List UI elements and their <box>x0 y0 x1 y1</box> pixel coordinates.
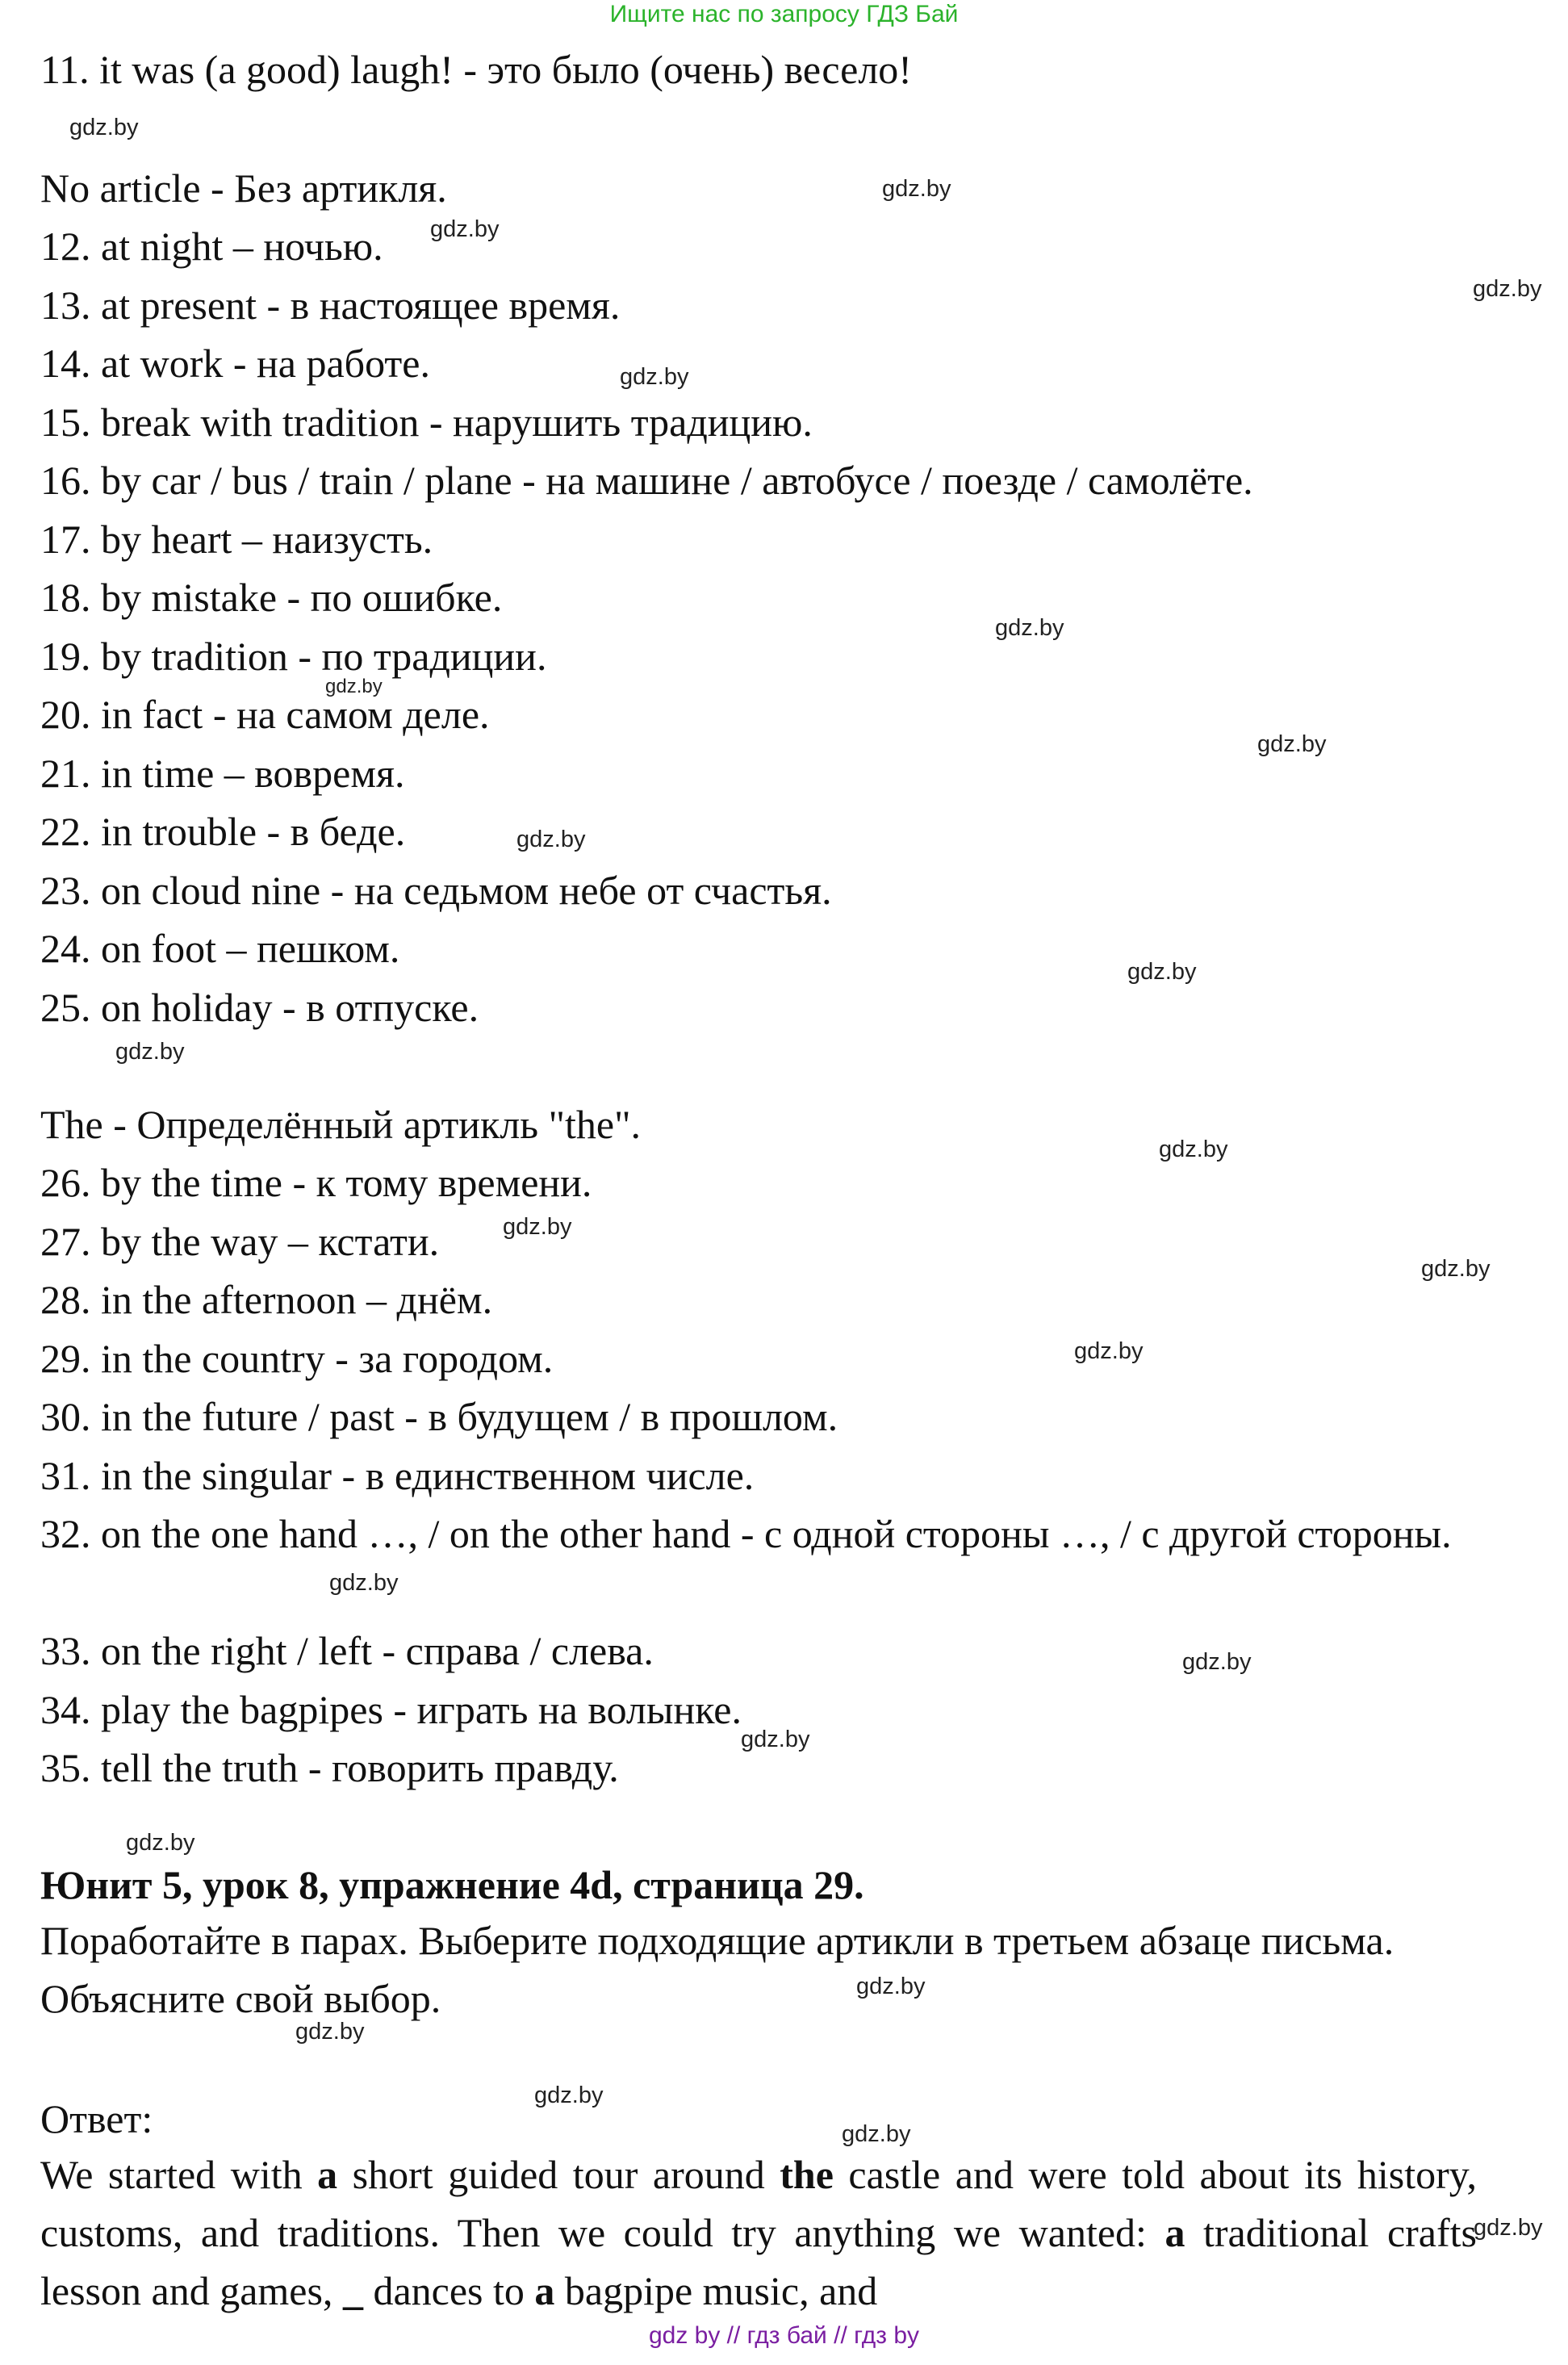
list-item: 28. in the afternoon – днём. <box>40 1277 493 1322</box>
list-item: 23. on cloud nine - на седьмом небе от счастья. <box>40 868 832 913</box>
watermark: gdz.by <box>620 364 689 390</box>
list-item: 17. by heart – наизусть. <box>40 517 433 562</box>
watermark: gdz.by <box>430 216 500 242</box>
watermark: gdz.by <box>1182 1649 1252 1675</box>
watermark: gdz.by <box>1257 731 1327 757</box>
list-item: 24. on foot – пешком. <box>40 926 400 971</box>
list-item: 16. by car / bus / train / plane - на машине / автобусе / поезде / самолёте. <box>40 458 1253 503</box>
watermark: gdz.by <box>295 2019 365 2045</box>
list-item: 35. tell the truth - говорить правду. <box>40 1745 619 1790</box>
list-item: 22. in trouble - в беде. <box>40 809 406 854</box>
list-item: 33. on the right / left - справа / слева. <box>40 1628 654 1673</box>
list-item: 34. play the bagpipes - играть на волынке. <box>40 1687 742 1732</box>
watermark: gdz.by <box>1474 2215 1543 2241</box>
list-item: 12. at night – ночью. <box>40 224 383 269</box>
list-item: 31. in the singular - в единственном числе. <box>40 1453 755 1498</box>
watermark: gdz.by <box>1473 276 1542 302</box>
watermark: gdz.by <box>882 176 951 202</box>
watermark: gdz.by <box>115 1039 185 1065</box>
list-item: 21. in time – вовремя. <box>40 751 405 796</box>
list-item: 18. by mistake - по ошибке. <box>40 575 503 620</box>
answer-text: We started with a short guided tour around the castle and were told about its history, customs, and traditions. Then we could try anything we wanted: a traditional crafts lesson and games, _ dances to a bagpipe music, and <box>40 2152 1477 2313</box>
watermark: gdz.by <box>1159 1136 1228 1162</box>
list-item: 19. by tradition - по традиции. <box>40 634 547 679</box>
watermark: gdz.by <box>516 827 586 852</box>
list-item: 15. break with tradition - нарушить традицию. <box>40 400 813 445</box>
watermark: gdz.by <box>856 1974 926 1999</box>
exercise-heading: Юнит 5, урок 8, упражнение 4d, страница 29. <box>40 1862 864 1907</box>
no-article-header: No article - Без артикля. <box>40 165 447 211</box>
watermark: gdz.by <box>69 115 139 140</box>
watermark: gdz.by <box>995 615 1064 641</box>
instruction: Поработайте в парах. Выберите подходящие артикли в третьем абзаце письма. Объясните свой выбор. <box>40 1918 1394 2021</box>
watermark: gdz.by <box>1421 1256 1491 1282</box>
watermark: gdz.by <box>503 1214 572 1240</box>
list-item: 29. in the country - за городом. <box>40 1336 554 1381</box>
the-header: The - Определённый артикль "the". <box>40 1102 642 1147</box>
watermark: gdz.by <box>1127 959 1197 985</box>
list-item: 14. at work - на работе. <box>40 341 430 386</box>
list-item-32: 32. on the one hand …, / on the other hand - с одной стороны …, / с другой стороны. <box>40 1511 1452 1556</box>
list-item: 13. at present - в настоящее время. <box>40 283 621 328</box>
watermark: gdz.by <box>329 1570 399 1596</box>
list-item: 30. in the future / past - в будущем / в прошлом. <box>40 1394 838 1439</box>
list-item: 27. by the way – кстати. <box>40 1219 440 1264</box>
list-item: 25. on holiday - в отпуске. <box>40 985 479 1030</box>
watermark: gdz.by <box>842 2121 911 2147</box>
watermark: gdz.by <box>741 1727 810 1752</box>
list-item: 20. in fact - на самом деле. <box>40 692 490 737</box>
watermark: gdz.by <box>325 676 383 697</box>
watermark: gdz.by <box>1074 1338 1144 1364</box>
top-banner[interactable]: Ищите нас по запросу ГДЗ Бай <box>609 1 959 27</box>
footer-links[interactable]: gdz by // гдз бай // гдз by <box>648 2322 920 2349</box>
watermark: gdz.by <box>534 2082 604 2108</box>
list-item: 26. by the time - к тому времени. <box>40 1160 592 1205</box>
watermark: gdz.by <box>126 1830 195 1856</box>
line-11: 11. it was (a good) laugh! - это было (очень) весело! <box>40 47 912 92</box>
answer-label: Ответ: <box>40 2096 153 2141</box>
